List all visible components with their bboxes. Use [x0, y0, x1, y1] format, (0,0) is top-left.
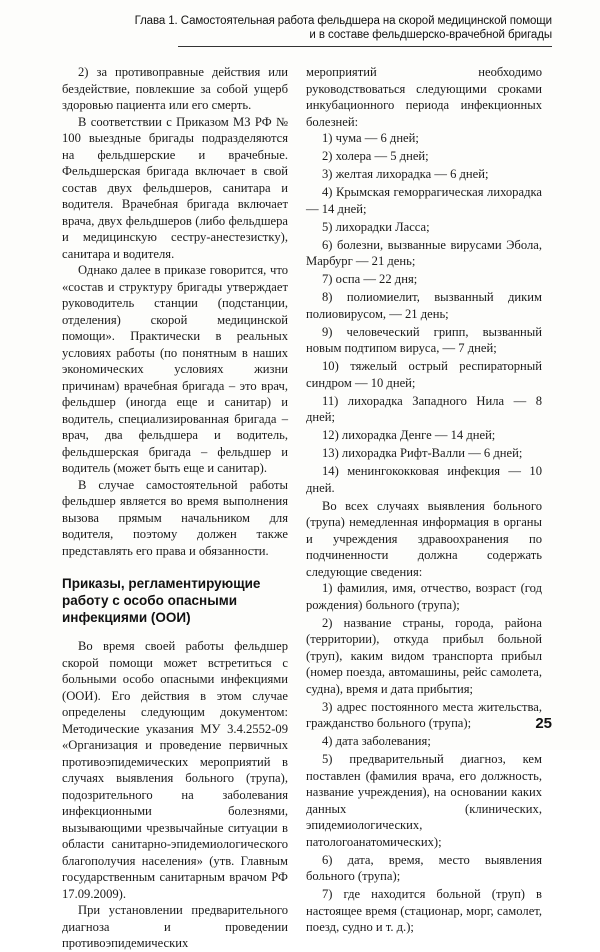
paragraph: В соответствии с Приказом МЗ РФ № 100 выездные бригады подразделяются на фельдшерские и врачебные. Фельдшерская бригада включает в свой состав двух фельдшеров, санитара и водителя. Врачебная бригада включает врача, двух фельдшеров (либо фельдшера и медицинскую сестру-анестезистку), санитара и водителя. [62, 114, 288, 261]
list-item: 5) лихорадки Ласса; [322, 219, 430, 234]
list-item: 9) человеческий грипп, вызванный новым подтипом вируса, — 7 дней; [306, 324, 542, 355]
paragraph: Однако далее в приказе говорится, что «состав и структуру бригады утверждает руководитель станции (подстанции, отделения) скорой медицинской помощи». Практически в реальных условиях работы (по понятным в наших экономических условиях жизни причинам) врачебная бригада – это врач, фельдшер (иногда еще и санитар) и водитель, специализированная бригада – врач, два фельдшера и водитель, фельдшерская бригада – фельдшер и водитель (может быть еще и санитар). [62, 263, 288, 475]
section-heading: Приказы, регламентирующие работу с особо опасными инфекциями (ООИ) [62, 576, 261, 625]
paragraph: 2) за противоправные действия или бездействие, повлекшие за собой ущерб здоровью пациента или его смерть. [62, 65, 288, 112]
page-number: 25 [535, 715, 552, 732]
list-item: 2) холера — 5 дней; [322, 149, 429, 163]
list-item: 12) лихорадка Денге — 14 дней; [322, 428, 496, 442]
list-item: 5) предварительный диагноз, кем поставлен (фамилия врача, его должность, название учреждения), на основании каких данных (клинических, эпидемиологических, патологоанатомических); [306, 752, 542, 849]
list-item: 11) лихорадка Западного Нила — 8 дней; [306, 393, 542, 424]
list-item: 14) менингококковая инфекция — 10 дней. [306, 464, 542, 495]
header-rule [178, 46, 552, 47]
list-item: 7) где находится больной (труп) в настоящее время (стационар, морг, самолет, поезд, судно и т. д.); [306, 887, 542, 934]
list-item: 6) болезни, вызванные вирусами Эбола, Марбург — 21 день; [306, 237, 542, 268]
list-item: 7) оспа — 22 дня; [322, 272, 418, 286]
paragraph: В случае самостоятельной работы фельдшер является во время выполнения вызова прямым начальником для водителя, поэтому должен также представлять его права и обязанности. [62, 477, 288, 558]
list-item: 4) Крымская геморрагическая лихорадка — 14 дней; [306, 185, 542, 216]
list-item: 1) фамилия, имя, отчество, возраст (год рождения) больного (трупа); [306, 581, 542, 612]
list-item: 13) лихорадка Рифт-Валли — 6 дней; [322, 446, 523, 460]
list-item: 6) дата, время, место выявления больного (трупа); [306, 852, 542, 883]
header-line-1: Глава 1. Самостоятельная работа фельдшера на скорой медицинской помощи [134, 15, 552, 27]
paragraph-continued: мероприятий необходимо руководствоваться следующими сроками инкубационного периода инфекционных болезней: [306, 65, 542, 129]
list-item: 2) название страны, города, района (территории), откуда прибыл больной (труп), каким видом транспорта прибыл (номер поезда, автомашины, рейс самолета, судна), время и дата прибытия; [306, 615, 542, 696]
paragraph: Во время своей работы фельдшер скорой помощи может встретиться с больными особо опасными инфекциями (ООИ). Его действия в этом случае определены следующим документом: Методические указания МУ 3.4.2552-09 «Организация и проведение первичных противоэпидемических мероприятий в случаях выявления больного (трупа), подозрительного на заболевания инфекционными болезнями, вызывающими чрезвычайные ситуации в области санитарно-эпидемиологического благополучия населения» (утв. Главным государственным санитарным врачом РФ 17.09.2009). [62, 639, 288, 901]
paragraph: При установлении предварительного диагноза и проведении противоэпидемических [62, 903, 288, 950]
header-line-2: и в составе фельдшерско-врачебной бригады [309, 29, 552, 41]
list-item: 3) адрес постоянного места жительства, гражданство больного (трупа); [306, 699, 542, 730]
list-item: 3) желтая лихорадка — 6 дней; [322, 167, 489, 181]
list-item: 8) полиомиелит, вызванный диким полиовирусом, — 21 день; [306, 290, 542, 321]
left-column [62, 64, 288, 952]
running-header [132, 14, 552, 42]
right-column [306, 64, 542, 937]
list-item: 10) тяжелый острый респираторный синдром — 10 дней; [306, 359, 542, 390]
list-item: 1) чума — 6 дней; [322, 131, 419, 145]
list-item: 4) дата заболевания; [322, 734, 431, 748]
paragraph: Во всех случаях выявления больного (трупа) немедленная информация в органы и учреждения здравоохранения по подчиненности должна содержать следующие сведения: [306, 498, 542, 579]
